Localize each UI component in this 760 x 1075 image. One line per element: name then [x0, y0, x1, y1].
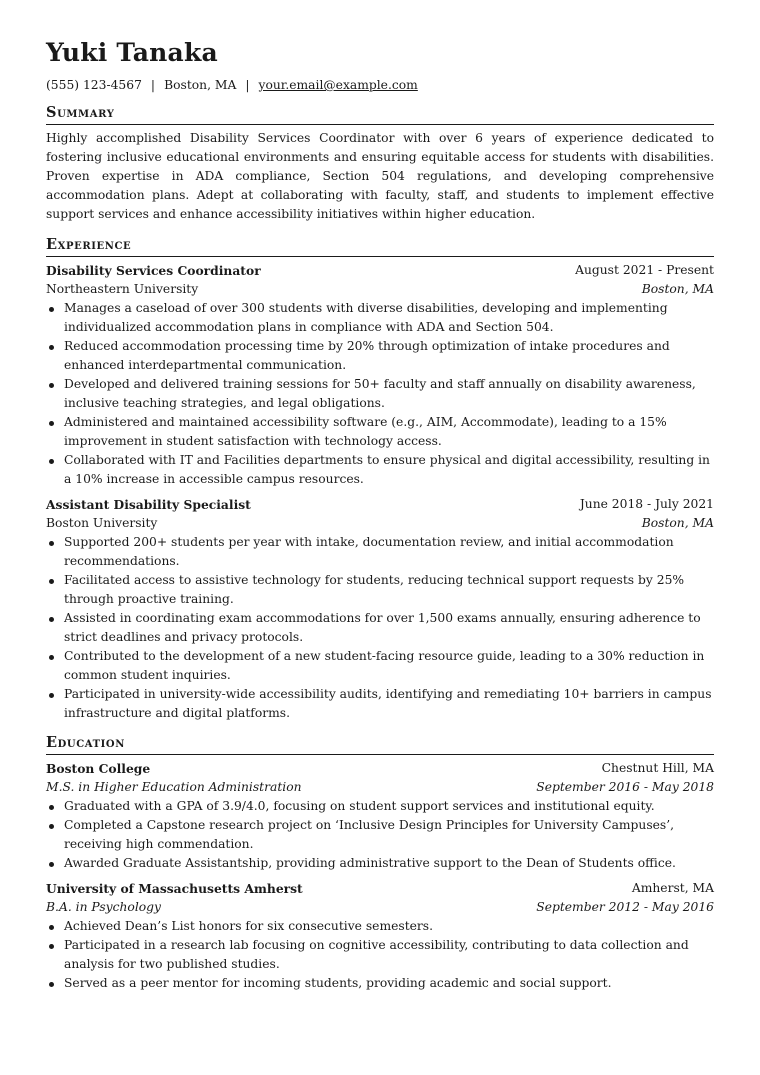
bullet-list	[46, 917, 714, 993]
education-list	[46, 759, 714, 993]
bullet-item	[64, 685, 714, 723]
experience-entry	[46, 495, 714, 723]
bullet-item	[64, 451, 714, 489]
entry-header	[46, 495, 714, 514]
experience-section	[46, 236, 714, 723]
bullet-list	[46, 299, 714, 489]
bullet-item	[64, 797, 714, 816]
bullet-text: Assisted in coordinating exam accommodations for over 1,500 exams annually, ensuring adherence to strict deadlines and privacy protocols.	[64, 611, 701, 644]
entry-subheader	[46, 280, 714, 299]
bullet-text: Reduced accommodation processing time by 20% through optimization of intake procedures and enhanced interdepartmental communication.	[64, 339, 670, 372]
bullet-item	[64, 337, 714, 375]
bullet-item	[64, 647, 714, 685]
section-title-education: Education	[46, 734, 714, 755]
section-title-experience: Experience	[46, 236, 714, 257]
bullet-item	[64, 974, 714, 993]
bullet-item	[64, 936, 714, 974]
separator: |	[150, 78, 156, 92]
candidate-name: Yuki Tanaka	[46, 38, 218, 67]
degree: B.A. in Psychology	[46, 900, 161, 914]
school-location: Chestnut Hill, MA	[601, 761, 714, 775]
bullet-text: Awarded Graduate Assistantship, providing administrative support to the Dean of Students office.	[64, 856, 676, 870]
education-section	[46, 734, 714, 993]
bullet-item	[64, 609, 714, 647]
degree: M.S. in Higher Education Administration	[46, 780, 302, 794]
bullet-icon	[49, 982, 54, 987]
bullet-icon	[49, 944, 54, 949]
bullet-icon	[49, 693, 54, 698]
bullet-text: Facilitated access to assistive technology for students, reducing technical support requests by 25% through proactive training.	[64, 573, 685, 606]
education-dates: September 2012 - May 2016	[536, 900, 714, 914]
employer: Boston University	[46, 516, 158, 530]
summary-section	[46, 104, 714, 224]
bullet-item	[64, 917, 714, 936]
bullet-text: Supported 200+ students per year with intake, documentation review, and initial accommodation recommendations.	[64, 535, 674, 568]
bullet-text: Contributed to the development of a new student-facing resource guide, leading to a 30% reduction in common student inquiries.	[64, 649, 705, 682]
bullet-text: Collaborated with IT and Facilities departments to ensure physical and digital accessibility, resulting in a 10% increase in accessible campus resources.	[64, 453, 710, 486]
phone: (555) 123-4567	[46, 78, 142, 92]
job-dates: August 2021 - Present	[575, 263, 714, 277]
bullet-icon	[49, 655, 54, 660]
school-name: Boston College	[46, 761, 151, 776]
experience-list	[46, 261, 714, 723]
bullet-text: Participated in university-wide accessibility audits, identifying and remediating 10+ barriers in campus infrastructure and digital platforms.	[64, 687, 712, 720]
separator: |	[245, 78, 250, 92]
experience-entry	[46, 261, 714, 489]
job-title: Assistant Disability Specialist	[46, 497, 251, 512]
entry-subheader	[46, 514, 714, 533]
job-dates: June 2018 - July 2021	[579, 497, 714, 511]
bullet-text: Manages a caseload of over 300 students with diverse disabilities, developing and implementing individualized accommodation plans in compliance with ADA and Section 504.	[64, 301, 668, 334]
school-location: Amherst, MA	[631, 881, 714, 895]
section-title-summary: Summary	[46, 104, 714, 125]
summary-text: Highly accomplished Disability Services Coordinator with over 6 years of experience dedicated to fostering inclusive educational environments and ensuring equitable access for students with disabilities. Proven expertise in ADA compliance, Section 504 regulations, and developing comprehensive accommodation plans. Adept at collaborating with faculty, staff, and students to implement effective support services and enhance accessibility initiatives within higher education.	[46, 131, 714, 221]
bullet-item	[64, 299, 714, 337]
bullet-text: Administered and maintained accessibility software (e.g., AIM, Accommodate), leading to a 15% improvement in student satisfaction with technology access.	[64, 415, 667, 448]
education-entry	[46, 759, 714, 873]
bullet-icon	[49, 345, 54, 350]
bullet-icon	[49, 421, 54, 426]
bullet-text: Completed a Capstone research project on ‘Inclusive Design Principles for University Campuses’, receiving high commendation.	[64, 818, 675, 851]
bullet-icon	[49, 459, 54, 464]
bullet-item	[64, 533, 714, 571]
job-location: Boston, MA	[641, 516, 714, 530]
bullet-text: Graduated with a GPA of 3.9/4.0, focusing on student support services and institutional equity.	[64, 799, 655, 813]
entry-header	[46, 879, 714, 898]
bullet-icon	[49, 579, 54, 584]
bullet-icon	[49, 925, 54, 930]
email-link[interactable]: your.email@example.com	[258, 78, 418, 92]
bullet-text: Served as a peer mentor for incoming students, providing academic and social support.	[64, 976, 612, 990]
entry-subheader	[46, 898, 714, 917]
education-entry	[46, 879, 714, 993]
job-title: Disability Services Coordinator	[46, 263, 261, 278]
bullet-item	[64, 375, 714, 413]
entry-subheader	[46, 778, 714, 797]
bullet-icon	[49, 805, 54, 810]
entry-header	[46, 759, 714, 778]
contact-line	[46, 76, 714, 94]
bullet-item	[64, 854, 714, 873]
school-name: University of Massachusetts Amherst	[46, 881, 303, 896]
bullet-icon	[49, 307, 54, 312]
bullet-list	[46, 797, 714, 873]
bullet-list	[46, 533, 714, 723]
bullet-icon	[49, 617, 54, 622]
bullet-text: Achieved Dean’s List honors for six consecutive semesters.	[64, 919, 434, 933]
bullet-icon	[49, 824, 54, 829]
bullet-icon	[49, 862, 54, 867]
bullet-text: Participated in a research lab focusing on cognitive accessibility, contributing to data collection and analysis for two published studies.	[64, 938, 689, 971]
location: Boston, MA	[164, 78, 237, 92]
bullet-text: Developed and delivered training sessions for 50+ faculty and staff annually on disability awareness, inclusive teaching strategies, and legal obligations.	[64, 377, 696, 410]
bullet-item	[64, 571, 714, 609]
bullet-icon	[49, 383, 54, 388]
entry-header	[46, 261, 714, 280]
bullet-icon	[49, 541, 54, 546]
employer: Northeastern University	[46, 282, 199, 296]
job-location: Boston, MA	[641, 282, 714, 296]
bullet-item	[64, 413, 714, 451]
bullet-item	[64, 816, 714, 854]
education-dates: September 2016 - May 2018	[536, 780, 714, 794]
